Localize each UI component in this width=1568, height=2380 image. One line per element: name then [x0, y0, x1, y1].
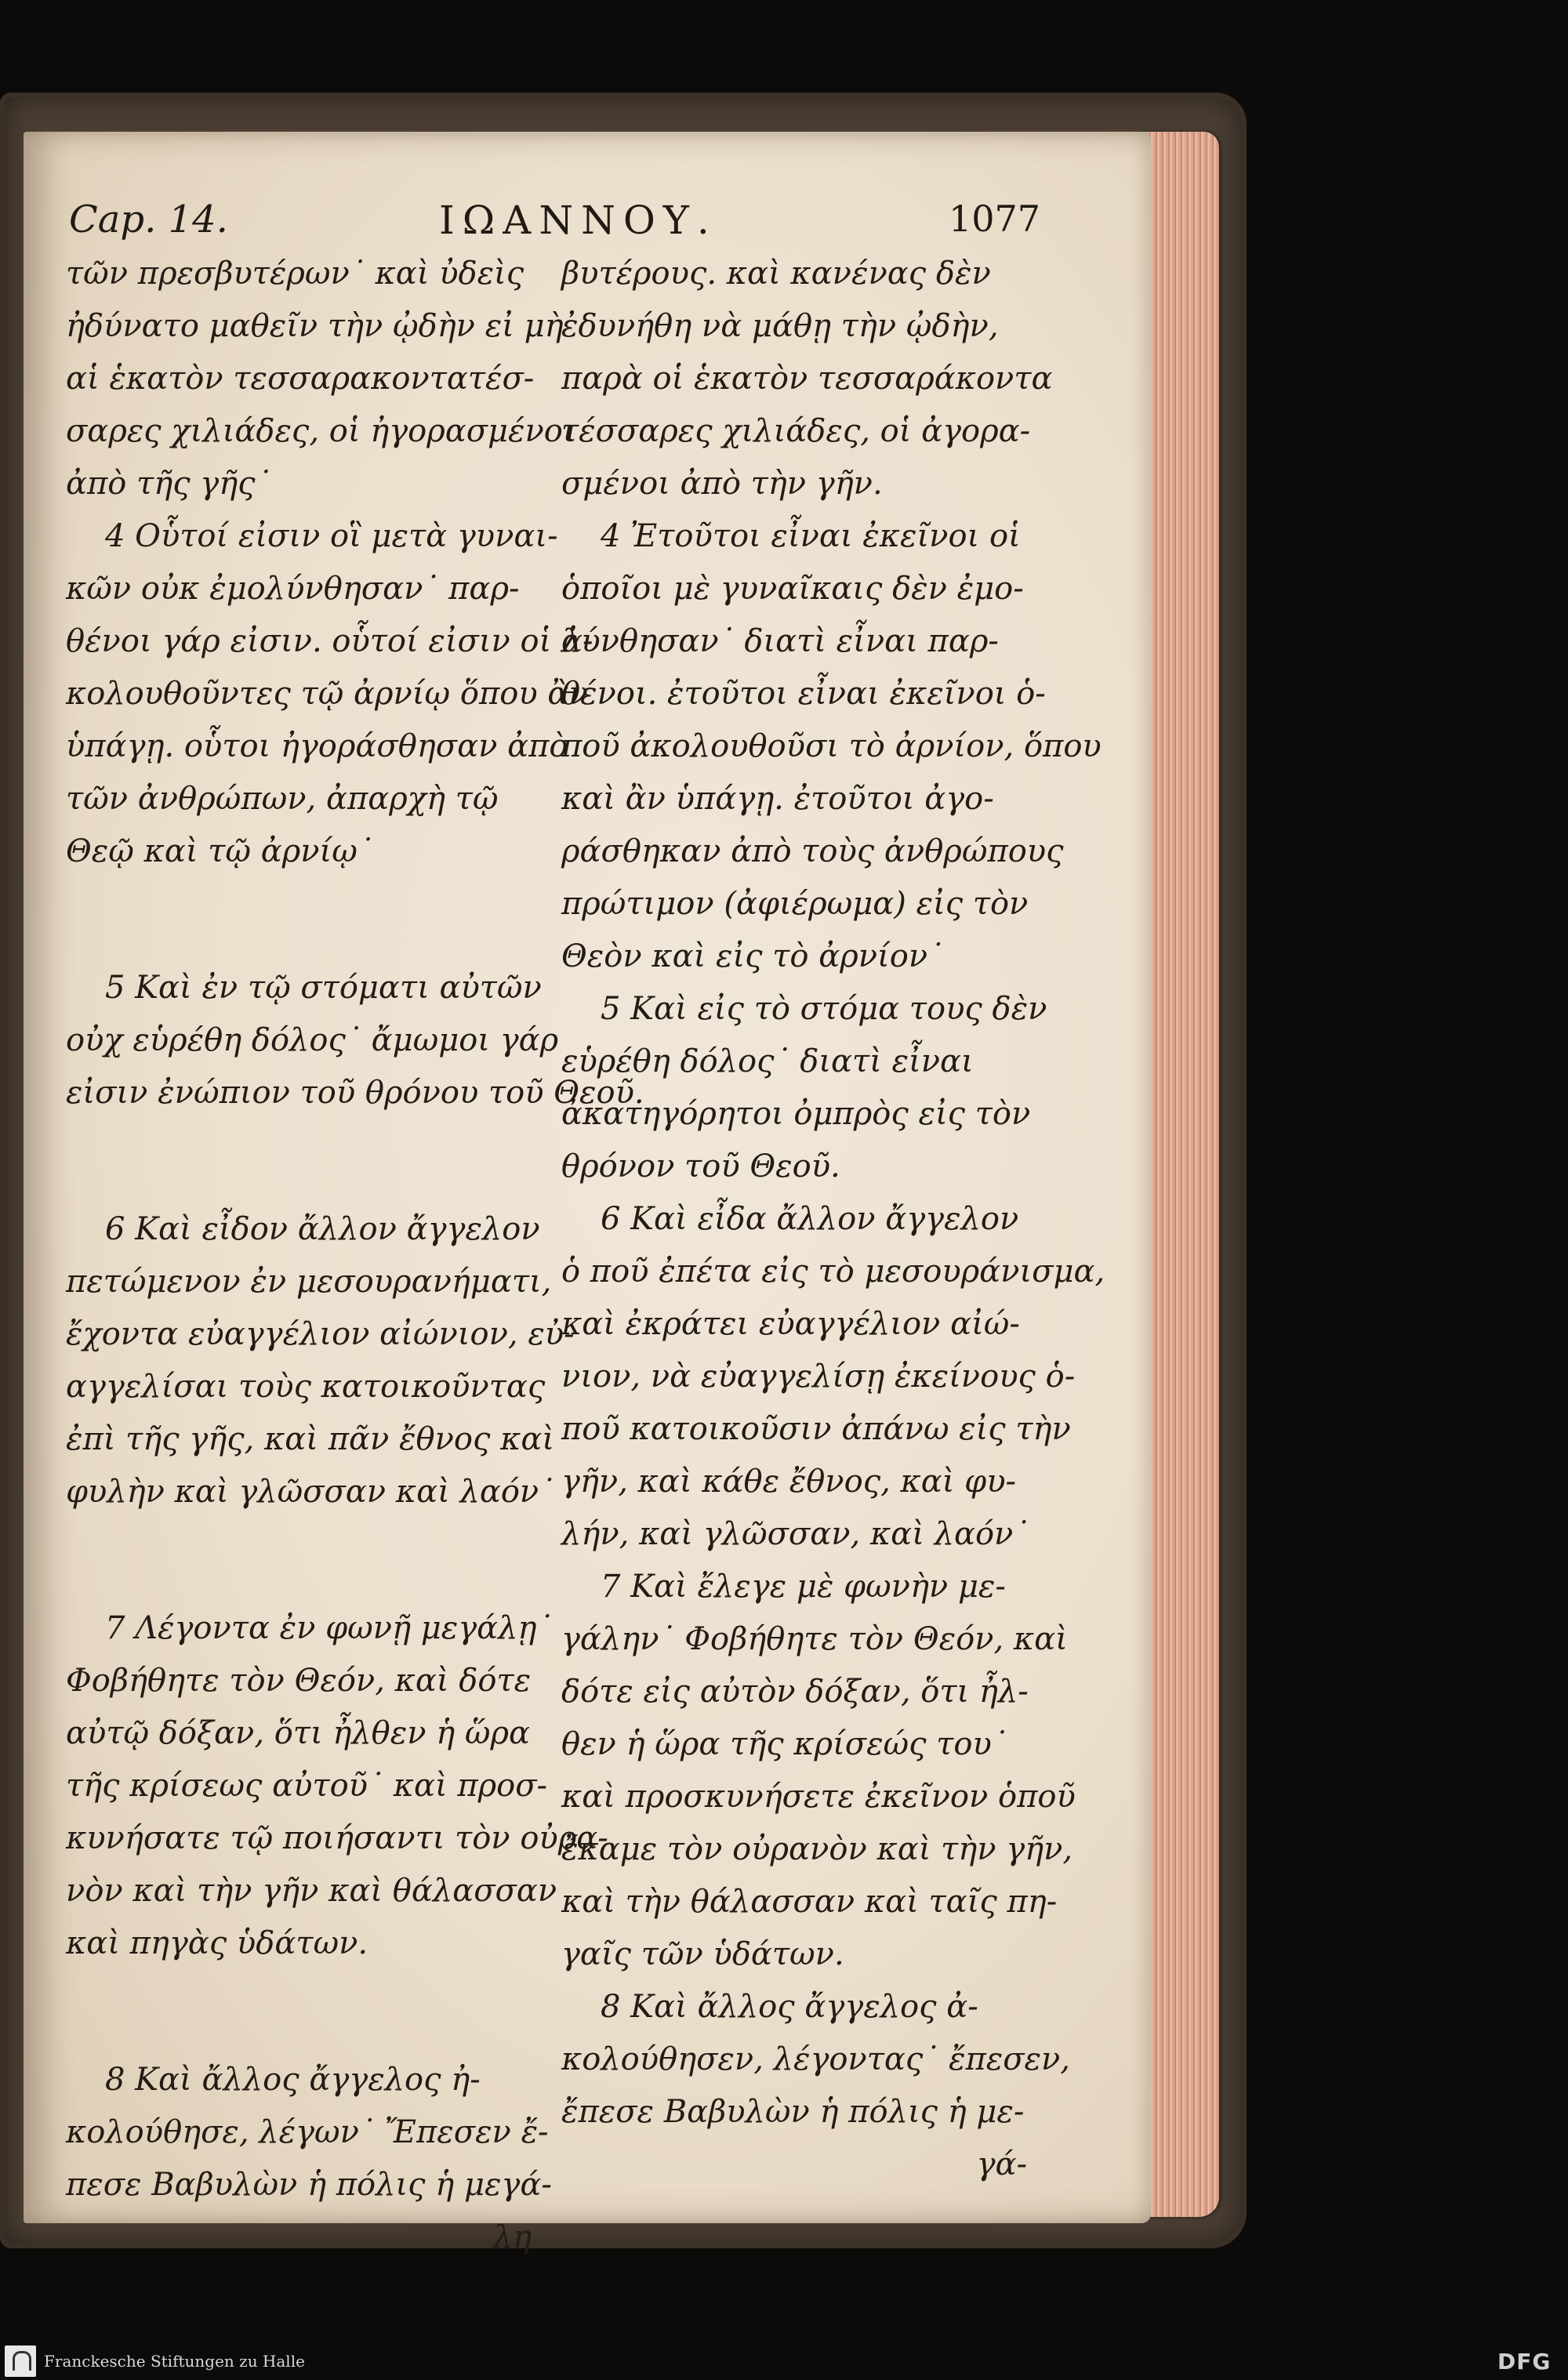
- text-line: λύνθησαν˙ διατὶ εἶναι παρ-: [561, 623, 999, 659]
- text-line: ἠδύνατο μαθεῖν τὴν ᾠδὴν εἰ μὴ: [66, 308, 564, 344]
- verse-block-8: [561, 1981, 1071, 2191]
- text-line: Φοβήθητε τὸν Θεόν, καὶ δότε: [66, 1663, 532, 1699]
- text-line: ἔχοντα εὐαγγέλιον αἰώνιον, εὐ-: [66, 1316, 575, 1352]
- left-column-greek-text: [66, 248, 644, 2264]
- text-line: γαῖς τῶν ὑδάτων.: [561, 1936, 844, 1972]
- text-line: βυτέρους. καὶ κανένας δὲν: [561, 256, 991, 292]
- text-line: 6 Καὶ εἶδον ἄλλον ἄγγελον: [105, 1211, 540, 1247]
- text-line: Θεῷ καὶ τῷ ἀρνίῳ˙: [66, 833, 373, 869]
- verse-spacer: [66, 1518, 532, 1602]
- page-edges: [1141, 132, 1219, 2217]
- text-line: νὸν καὶ τὴν γῆν καὶ θάλασσαν: [66, 1873, 557, 1909]
- verse-block-5: [66, 962, 644, 1119]
- text-line: φυλὴν καὶ γλῶσσαν καὶ λαόν˙: [66, 1474, 555, 1510]
- text-line: κολούθησεν, λέγοντας˙ ἔπεσεν,: [561, 2041, 1071, 2077]
- text-line: 7 Καὶ ἔλεγε μὲ φωνὴν με-: [601, 1569, 1006, 1605]
- text-line: θεν ἡ ὥρα τῆς κρίσεώς του˙: [561, 1726, 1007, 1762]
- text-line: 6 Καὶ εἶδα ἄλλον ἄγγελον: [601, 1201, 1019, 1237]
- verse-block-5: [561, 983, 1047, 1193]
- verse-block-3-end: [561, 248, 1053, 510]
- text-line: νιον, νὰ εὐαγγελίσῃ ἐκείνους ὁ-: [561, 1359, 1076, 1395]
- text-line: τῶν ἀνθρώπων, ἀπαρχὴ τῷ: [66, 781, 499, 817]
- text-line: αἱ ἑκατὸν τεσσαρακοντατέσ-: [66, 361, 535, 397]
- text-line: καὶ ἐκράτει εὐαγγέλιον αἰώ-: [561, 1306, 1020, 1342]
- text-line: 8 Καὶ ἄλλος ἄγγελος ἀ-: [601, 1989, 978, 2025]
- text-line: 4 Ἐτοῦτοι εἶναι ἐκεῖνοι οἱ: [601, 518, 1021, 554]
- text-line: τῆς κρίσεως αὐτοῦ˙ καὶ προσ-: [66, 1768, 548, 1804]
- text-line: γῆν, καὶ κάθε ἔθνος, καὶ φυ-: [561, 1464, 1017, 1500]
- dfg-logo: DFG: [1497, 2349, 1552, 2375]
- chapter-label: Cap. 14.: [69, 198, 228, 241]
- institution-logo-icon: [5, 2346, 36, 2377]
- verse-block-7: [66, 1602, 608, 1970]
- verse-block-4: [561, 510, 1102, 983]
- text-line: παρὰ οἱ ἑκατὸν τεσσαράκοντα: [561, 361, 1053, 397]
- verse-block-6: [561, 1193, 1105, 1561]
- verse-spacer: [66, 878, 532, 962]
- text-line: κολουθοῦντες τῷ ἀρνίῳ ὅπου ἂν: [66, 676, 588, 712]
- viewer-footer: [0, 2342, 1568, 2380]
- verse-block-8: [66, 2054, 552, 2264]
- verse-block-6: [66, 1203, 575, 1518]
- text-line: εἰσιν ἐνώπιον τοῦ θρόνου τοῦ Θεοῦ.: [66, 1075, 644, 1111]
- text-line: ἐδυνήθη νὰ μάθῃ τὴν ᾠδὴν,: [561, 308, 999, 344]
- text-line: ἐπὶ τῆς γῆς, καὶ πᾶν ἔθνος καὶ: [66, 1421, 555, 1457]
- text-line: 7 Λέγοντα ἐν φωνῇ μεγάλῃ˙: [105, 1610, 553, 1646]
- text-line: ἔκαμε τὸν οὐρανὸν καὶ τὴν γῆν,: [561, 1831, 1073, 1867]
- text-line: 4 Οὗτοί εἰσιν οἳ μετὰ γυναι-: [105, 518, 558, 554]
- verse-spacer: [66, 1119, 532, 1203]
- text-line: κῶν οὐκ ἐμολύνθησαν˙ παρ-: [66, 571, 520, 607]
- institution-name: Franckesche Stiftungen zu Halle: [44, 2352, 305, 2371]
- text-line: 8 Καὶ ἄλλος ἄγγελος ἠ-: [105, 2062, 481, 2098]
- text-line: οὐχ εὑρέθη δόλος˙ ἄμωμοι γάρ: [66, 1022, 559, 1058]
- text-line: καὶ τὴν θάλασσαν καὶ ταῖς πη-: [561, 1884, 1058, 1920]
- text-line: θένοι. ἐτοῦτοι εἶναι ἐκεῖνοι ὁ-: [561, 676, 1046, 712]
- page-header: [0, 198, 1098, 252]
- text-line: σμένοι ἀπὸ τὴν γῆν.: [561, 466, 883, 502]
- text-line: ἔπεσε Βαβυλὼν ἡ πόλις ἡ με-: [561, 2094, 1025, 2130]
- text-line: ποῦ ἀκολουθοῦσι τὸ ἀρνίον, ὅπου: [561, 728, 1102, 764]
- text-line: Θεὸν καὶ εἰς τὸ ἀρνίον˙: [561, 938, 944, 974]
- catchword: γά-: [976, 2146, 1027, 2182]
- text-line: ὑπάγῃ. οὗτοι ἠγοράσθησαν ἀπὸ: [66, 728, 568, 764]
- verse-block-4: [66, 510, 593, 878]
- text-line: πρώτιμον (ἀφιέρωμα) εἰς τὸν: [561, 886, 1029, 922]
- text-line: ὁ ποῦ ἐπέτα εἰς τὸ μεσουράνισμα,: [561, 1253, 1105, 1290]
- text-line: καὶ ἂν ὑπάγῃ. ἐτοῦτοι ἀγο-: [561, 781, 994, 817]
- text-line: κολούθησε, λέγων˙ Ἔπεσεν ἔ-: [66, 2114, 549, 2150]
- text-line: θρόνον τοῦ Θεοῦ.: [561, 1148, 840, 1185]
- text-line: κυνήσατε τῷ ποιήσαντι τὸν οὐρα-: [66, 1820, 608, 1856]
- verse-block-3-end: [66, 248, 575, 510]
- text-line: σαρες χιλιάδες, οἱ ἠγορασμένοι: [66, 413, 575, 449]
- text-line: τέσσαρες χιλιάδες, οἱ ἀγορα-: [561, 413, 1031, 449]
- text-line: ράσθηκαν ἀπὸ τοὺς ἀνθρώπους: [561, 833, 1064, 869]
- text-line: ποῦ κατοικοῦσιν ἀπάνω εἰς τὴν: [561, 1411, 1071, 1447]
- text-line: ἀπὸ τῆς γῆς˙: [66, 466, 271, 502]
- text-line: θένοι γάρ εἰσιν. οὗτοί εἰσιν οἱ ἀ-: [66, 623, 593, 659]
- text-line: τῶν πρεσβυτέρων˙ καὶ ὐδεὶς: [66, 256, 524, 292]
- text-line: καὶ πηγὰς ὑδάτων.: [66, 1925, 368, 1961]
- text-line: ἀκατηγόρητοι ὀμπρὸς εἰς τὸν: [561, 1096, 1031, 1132]
- text-line: 5 Καὶ εἰς τὸ στόμα τους δὲν: [601, 991, 1047, 1027]
- text-line: ὁποῖοι μὲ γυναῖκαις δὲν ἐμο-: [561, 571, 1024, 607]
- text-line: πετώμενον ἐν μεσουρανήματι,: [66, 1264, 552, 1300]
- catchword: λη: [492, 2219, 532, 2255]
- text-line: γάλην˙ Φοβήθητε τὸν Θεόν, καὶ: [561, 1621, 1068, 1657]
- text-line: εὑρέθη δόλος˙ διατὶ εἶναι: [561, 1043, 974, 1079]
- text-line: αγγελίσαι τοὺς κατοικοῦντας: [66, 1369, 546, 1405]
- verse-block-7: [561, 1561, 1076, 1981]
- text-line: πεσε Βαβυλὼν ἡ πόλις ἡ μεγά-: [66, 2167, 552, 2203]
- text-line: 5 Καὶ ἐν τῷ στόματι αὐτῶν: [105, 970, 542, 1006]
- page-number: 1077: [949, 198, 1041, 240]
- text-line: δότε εἰς αὐτὸν δόξαν, ὅτι ἦλ-: [561, 1674, 1029, 1710]
- running-title: ΙΩΑΝΝΟΥ.: [439, 198, 717, 243]
- right-column-modern-greek-text: [561, 248, 1105, 2191]
- text-line: καὶ προσκυνήσετε ἐκεῖνον ὁποῦ: [561, 1779, 1076, 1815]
- verse-spacer: [66, 1970, 532, 2054]
- text-line: λήν, καὶ γλῶσσαν, καὶ λαόν˙: [561, 1516, 1029, 1552]
- text-line: αὐτῷ δόξαν, ὅτι ἦλθεν ἡ ὥρα: [66, 1715, 531, 1751]
